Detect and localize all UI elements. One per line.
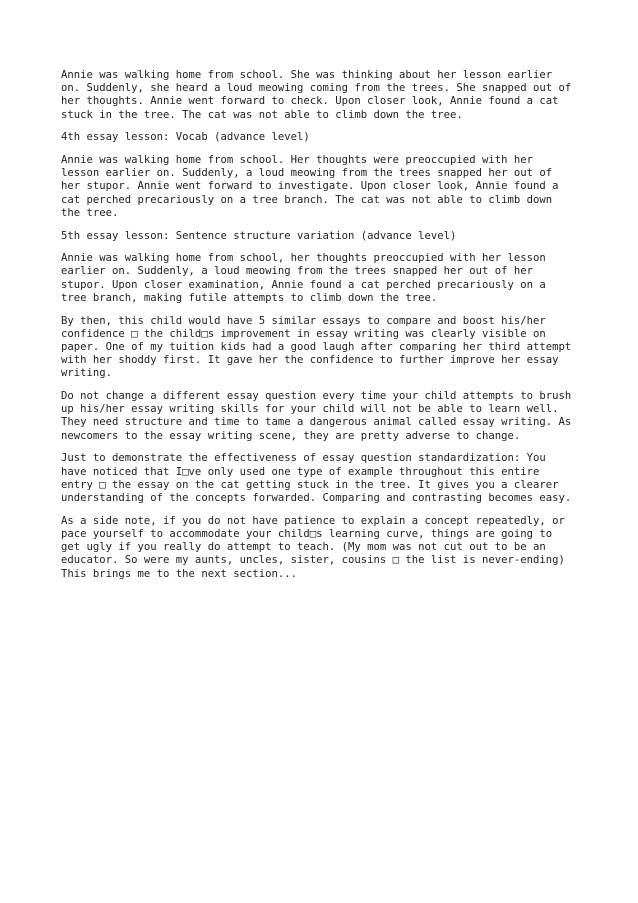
- text-line: have noticed that I□ve only used one type of example throughout this entire: [61, 465, 540, 478]
- text-line: get ugly if you really do attempt to teach. (My mom was not cut out to be an: [61, 541, 546, 554]
- text-line: confidence □ the child□s improvement in essay writing was clearly visible on: [61, 327, 546, 340]
- text-line: up his/her essay writing skills for your child will not be able to learn well.: [61, 403, 559, 416]
- text-line: By then, this child would have 5 similar essays to compare and boost his/her: [61, 314, 546, 327]
- text-line: stuck in the tree. The cat was not able to climb down the tree.: [61, 108, 463, 121]
- text-line: pace yourself to accommodate your child□s learning curve, things are going to: [61, 527, 553, 540]
- lesson-heading-4th: [61, 131, 586, 144]
- text-line: her stupor. Annie went forward to investigate. Upon closer look, Annie found a: [61, 180, 559, 193]
- text-line: Annie was walking home from school. She was thinking about her lesson earlier: [61, 69, 553, 81]
- text-line: lesson earlier on. Suddenly, a loud meowing from the trees snapped her out of: [61, 167, 553, 180]
- text-line: cat perched precariously on a tree branch. The cat was not able to climb down: [61, 193, 553, 206]
- paragraph-sentence-structure-example: [61, 252, 586, 305]
- text-line: educator. So were my aunts, uncles, sister, cousins □ the list is never-ending): [61, 554, 565, 567]
- text-line: stupor. Upon closer examination, Annie found a cat perched precariously on a: [61, 278, 546, 291]
- text-line: Annie was walking home from school, her thoughts preoccupied with her lesson: [61, 252, 546, 265]
- paragraph-do-not-change: [61, 390, 586, 443]
- text-line: the tree.: [61, 206, 119, 219]
- text-line: entry □ the essay on the cat getting stuck in the tree. It gives you a clearer: [61, 478, 559, 491]
- paragraph-side-note: [61, 515, 586, 581]
- text-line: Just to demonstrate the effectiveness of essay question standardization: You: [61, 452, 546, 465]
- text-line: on. Suddenly, she heard a loud meowing coming from the trees. She snapped out of: [61, 82, 572, 95]
- paragraph-vocab-example: [61, 154, 586, 220]
- text-line: They need structure and time to tame a dangerous animal called essay writing. As: [61, 416, 572, 429]
- text-line: 4th essay lesson: Vocab (advance level): [61, 131, 310, 144]
- text-line: Do not change a different essay question every time your child attempts to brush: [61, 390, 572, 403]
- text-line: her thoughts. Annie went forward to check. Upon closer look, Annie found a cat: [61, 95, 559, 108]
- text-line: newcomers to the essay writing scene, they are pretty adverse to change.: [61, 429, 521, 442]
- lesson-heading-5th: [61, 230, 586, 243]
- text-line: writing.: [61, 367, 113, 380]
- text-line: Annie was walking home from school. Her thoughts were preoccupied with her: [61, 154, 533, 167]
- text-line: This brings me to the next section...: [61, 567, 297, 580]
- text-line: As a side note, if you do not have patience to explain a concept repeatedly, or: [61, 514, 565, 527]
- text-line: 5th essay lesson: Sentence structure variation (advance level): [61, 229, 457, 242]
- text-line: understanding of the concepts forwarded. Comparing and contrasting becomes easy.: [61, 491, 572, 504]
- text-line: tree branch, making futile attempts to climb down the tree.: [61, 291, 438, 304]
- text-line: earlier on. Suddenly, a loud meowing from the trees snapped her out of her: [61, 265, 533, 278]
- paragraph-standardization: [61, 452, 586, 505]
- text-line: paper. One of my tuition kids had a good laugh after comparing her third attempt: [61, 340, 572, 353]
- text-line: with her shoddy first. It gave her the confidence to further improve her essay: [61, 354, 559, 367]
- paragraph-essay-example: [61, 69, 586, 122]
- paragraph-confidence: [61, 315, 586, 381]
- document-body: [61, 69, 586, 590]
